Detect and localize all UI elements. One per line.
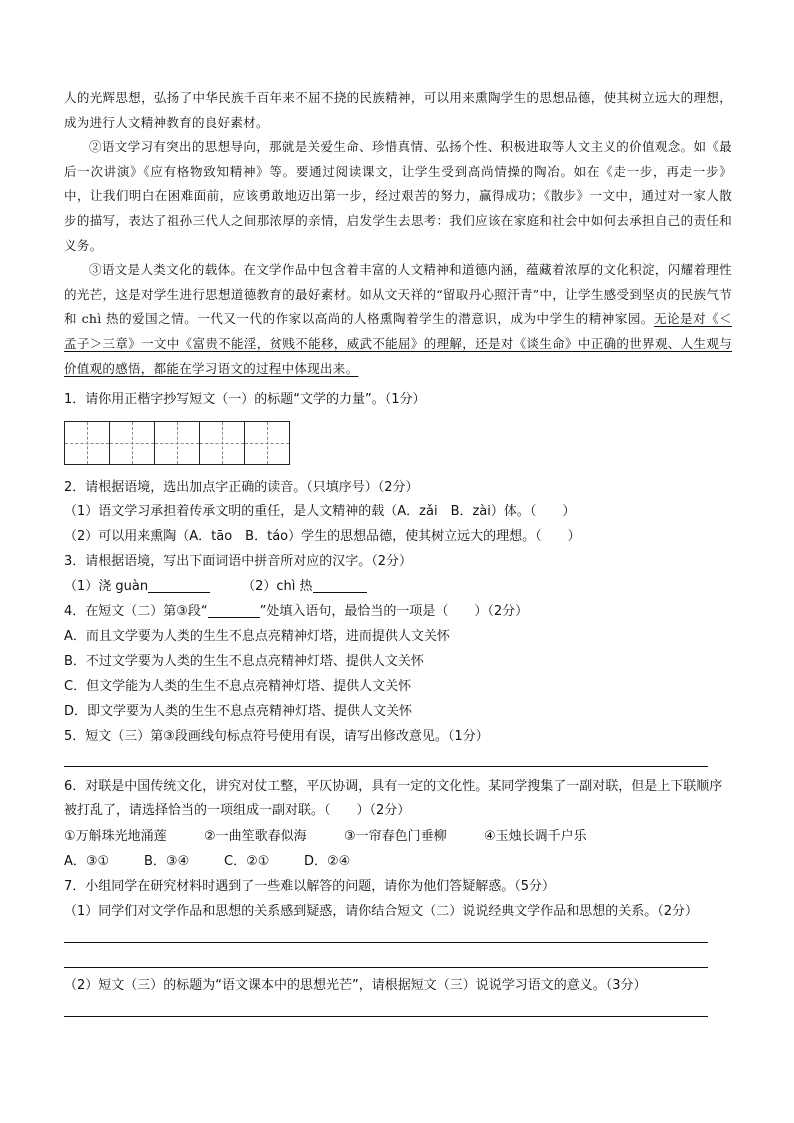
grid-cell[interactable]: [155, 422, 200, 464]
q4-blank: [208, 603, 260, 618]
q6-option-a[interactable]: A．③①: [64, 854, 110, 869]
passage-paragraph-3: [64, 258, 732, 381]
answer-line[interactable]: [64, 967, 708, 968]
grid-cell[interactable]: [65, 422, 110, 464]
underlined-sentence: 无论是对《＜孟子＞三章》一文中《富贵不能淫，贫贱不能移，威武不能屈》的理解，还是对《谈生命》中正确的世界观、人生观与价值观的感悟，都能在学习语文的过程中体现出来。: [64, 311, 732, 376]
question-3-items: [64, 578, 744, 596]
grid-cell[interactable]: [110, 422, 155, 464]
writing-grid[interactable]: [64, 421, 290, 465]
answer-line[interactable]: [64, 766, 708, 767]
q6-couplet-items: [64, 828, 744, 846]
passage-paragraph-2: ②语文学习有突出的思想导向，那就是关爱生命、珍惜真情、弘扬个性、积极进取等人文主义的价值观念。如《最后一次讲演》《应有格物致知精神》等。要通过阅读课文，让学生受到高尚情操的陶冶。如在《走一步，再走一步》中，让我们明白在困难面前，应该勇敢地迈出第一步，经过艰苦的努力，赢得成功；《散步》一文中，通过对一家人散步的描写，表达了祖孙三代人之间那浓厚的亲情，启发学生去思考：我们应该在家庭和社会中如何去承担自己的责任和义务。: [64, 139, 732, 253]
q3-answer-1[interactable]: [148, 578, 210, 593]
question-1: 1．请你用正楷字抄写短文（一）的标题“文学的力量”。（1分）: [64, 392, 426, 407]
q6-options: [64, 853, 744, 871]
question-2-1: （1）语文学习承担着传承文明的重任，是人文精神的载（A．zǎi B．zài）体。（ ）: [64, 504, 576, 519]
q4-option-d[interactable]: D．即文学要为人类的生生不息点亮精神灯塔、提供人文关怀: [64, 704, 413, 719]
q4-option-c[interactable]: C．但文学能为人类的生生不息点亮精神灯塔、提供人文关怀: [64, 679, 412, 694]
q4-stem-post: ”处填入语句，最恰当的一项是（ ）（2分）: [259, 604, 529, 619]
question-4: [64, 603, 744, 621]
q6-item-2: ②一曲笙歌春似海: [204, 829, 307, 844]
grid-cell[interactable]: [245, 422, 289, 464]
question-7: 7．小组同学在研究材料时遇到了一些难以解答的问题，请你为他们答疑解惑。（5分）: [64, 879, 556, 894]
q4-option-a[interactable]: A．而且文学要为人类的生生不息点亮精神灯塔，进而提供人文关怀: [64, 629, 450, 644]
q3-item-1: （1）浇 guàn: [64, 579, 149, 594]
q4-stem-pre: 4．在短文（二）第③段“: [64, 604, 208, 619]
question-3: 3．请根据语境，写出下面词语中拼音所对应的汉字。（2分）: [64, 554, 413, 569]
question-6: 6．对联是中国传统文化，讲究对仗工整，平仄协调，具有一定的文化性。某同学搜集了一副对联，但是上下联顺序被打乱了，请选择恰当的一项组成一副对联。（ ）（2分）: [64, 779, 723, 818]
question-7-1: （1）同学们对文学作品和思想的关系感到疑惑，请你结合短文（二）说说经典文学作品和思想的关系。（2分）: [64, 904, 699, 919]
q6-option-d[interactable]: D．②④: [304, 854, 351, 869]
q6-item-1: ①万斛珠光地涌莲: [64, 829, 167, 844]
question-2-2: （2）可以用来熏陶（A．tāo B．táo）学生的思想品德，使其树立远大的理想。（ ）: [64, 529, 581, 544]
q6-item-3: ③一帘春色门垂柳: [344, 829, 447, 844]
q3-answer-2[interactable]: [313, 578, 367, 593]
answer-line[interactable]: [64, 1016, 708, 1017]
question-2: 2．请根据语境，选出加点字正确的读音。（只填序号）（2分）: [64, 480, 419, 495]
grid-cell[interactable]: [200, 422, 245, 464]
answer-line[interactable]: [64, 942, 708, 943]
q6-option-b[interactable]: B．③④: [144, 854, 190, 869]
q3-item-2: （2）chì 热: [242, 579, 313, 594]
reading-passage: [64, 86, 732, 381]
q4-option-b[interactable]: B．不过文学要为人类的生生不息点亮精神灯塔、提供人文关怀: [64, 654, 424, 669]
question-7-2: （2）短文（三）的标题为“语文课本中的思想光芒”，请根据短文（三）说说学习语文的意义。（3分）: [64, 978, 647, 993]
q6-option-c[interactable]: C．②①: [224, 854, 270, 869]
q6-item-4: ④玉烛长调千户乐: [484, 829, 587, 844]
paragraph-3-text: ③语文是人类文化的载体。在文学作品中包含着丰富的人文精神和道德内涵，蕴藏着浓厚的文化积淀，闪耀着理性的光芒，这是对学生进行思想道德教育的最好素材。如从文天祥的“留取丹心照汗青”中，让学生感受到坚贞的民族气节和 chì 热的爱国之情。一代又一代的作家以高尚的人格熏陶着学生的潜意识，成为中学生的精神家园。: [64, 262, 732, 327]
passage-paragraph-1: 人的光辉思想，弘扬了中华民族千百年来不屈不挠的民族精神，可以用来熏陶学生的思想品德，使其树立远大的理想，成为进行人文精神教育的良好素材。: [64, 90, 732, 130]
question-5: 5．短文（三）第③段画线句标点符号使用有误，请写出修改意见。（1分）: [64, 729, 489, 744]
